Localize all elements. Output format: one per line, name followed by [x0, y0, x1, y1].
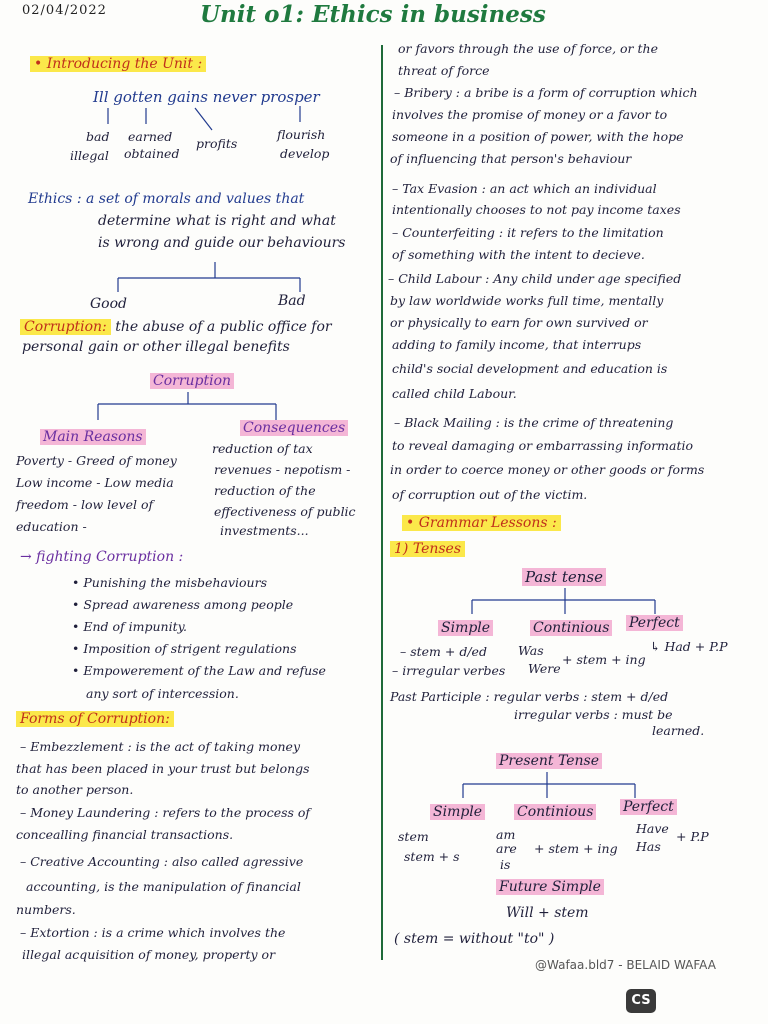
consequences-heading: Consequences — [240, 419, 348, 437]
past-participle-line-3: learned. — [652, 723, 705, 738]
has-label: Has — [636, 839, 661, 854]
word-flourish: flourish — [277, 127, 326, 142]
fighting-item-4: • Imposition of strigent regulations — [72, 641, 297, 656]
child-line-3: or physically to earn for own survived or — [390, 315, 648, 330]
camscanner-logo: CS — [626, 989, 656, 1013]
past-simple-rule-1: – stem + d/ed — [400, 644, 487, 659]
will-stem-rule: Will + stem — [506, 905, 589, 921]
child-line-4: adding to family income, that interrups — [392, 337, 642, 352]
forms-line-4: – Money Laundering : refers to the process of — [20, 805, 311, 820]
have-label: Have — [636, 821, 669, 836]
future-simple-title: Future Simple — [496, 878, 604, 896]
ethics-line-2: determine what is right and what — [98, 213, 336, 229]
corruption-center: Corruption — [150, 372, 234, 390]
forms-line-1: – Embezzlement : is the act of taking money — [20, 739, 301, 754]
stem-note: ( stem = without "to" ) — [394, 931, 555, 947]
blackmail-line-1: – Black Mailing : is the crime of threatening — [394, 415, 674, 430]
fighting-item-2: • Spread awareness among people — [72, 597, 294, 612]
present-tense-title: Present Tense — [496, 752, 602, 770]
consequences-line-2: revenues - nepotism - — [214, 462, 351, 477]
proverb: Ill gotten gains never prosper — [93, 88, 320, 106]
main-reasons-heading: Main Reasons — [40, 428, 146, 446]
reasons-line-1: Poverty - Greed of money — [16, 453, 177, 468]
date: 02/04/2022 — [22, 3, 107, 18]
word-illegal: illegal — [70, 148, 109, 163]
consequences-line-1: reduction of tax — [212, 441, 313, 456]
past-tense-title: Past tense — [522, 568, 606, 586]
past-simple-rule-2: – irregular verbes — [392, 663, 506, 678]
word-profits: profits — [196, 136, 238, 151]
present-simple-label: Simple — [430, 803, 485, 821]
blackmail-line-4: of corruption out of the victim. — [392, 487, 588, 502]
child-line-6: called child Labour. — [392, 386, 517, 401]
child-line-2: by law worldwide works full time, mentally — [390, 293, 664, 308]
child-line-5: child's social development and education is — [392, 361, 668, 376]
forms-line-3: to another person. — [16, 782, 134, 797]
bribery-line-3: someone in a position of power, with the hope — [392, 129, 684, 144]
bribery-line-4: of influencing that person's behaviour — [390, 151, 632, 166]
past-continious-rule: + stem + ing — [562, 652, 646, 667]
child-line-1: – Child Labour : Any child under age specified — [388, 271, 682, 286]
blackmail-line-3: in order to coerce money or other goods or forms — [390, 462, 705, 477]
reasons-line-2: Low income - Low media — [16, 475, 174, 490]
fighting-item-3: • End of impunity. — [72, 619, 187, 634]
column-divider — [381, 45, 383, 960]
word-earned: earned — [128, 129, 173, 144]
consequences-line-3: reduction of the — [214, 483, 316, 498]
forms-line-2: that has been placed in your trust but belongs — [16, 761, 310, 776]
tenses-heading: 1) Tenses — [390, 540, 465, 558]
present-continious-label: Continious — [514, 803, 596, 821]
tax-line-1: – Tax Evasion : an act which an individual — [392, 181, 657, 196]
present-are: are — [496, 841, 517, 856]
ethics-line-3: is wrong and guide our behaviours — [98, 235, 346, 251]
fighting-item-5: • Empowerement of the Law and refuse — [72, 663, 326, 678]
tax-line-2: intentionally chooses to not pay income taxes — [392, 202, 681, 217]
fighting-item-6: any sort of intercession. — [86, 686, 239, 701]
counterfeit-line-2: of something with the intent to decieve. — [392, 247, 645, 262]
counterfeit-line-1: – Counterfeiting : it refers to the limitation — [392, 225, 664, 240]
past-simple-label: Simple — [438, 619, 493, 637]
forms-line-9: – Extortion : is a crime which involves the — [20, 925, 286, 940]
fighting-item-1: • Punishing the misbehaviours — [72, 575, 267, 590]
reasons-line-4: education - — [16, 519, 87, 534]
present-continious-rule: + stem + ing — [534, 841, 618, 856]
bribery-line-1: – Bribery : a bribe is a form of corruption which — [394, 85, 698, 100]
consequences-line-5: investments... — [220, 523, 309, 538]
forms-line-6: – Creative Accounting : also called agressive — [20, 854, 304, 869]
forms-line-10: illegal acquisition of money, property or — [22, 947, 276, 962]
word-bad: bad — [86, 129, 110, 144]
past-participle-line-1: Past Participle : regular verbs : stem + d/ed — [390, 689, 669, 704]
forms-line-8: numbers. — [16, 902, 76, 917]
grammar-heading: • Grammar Lessons : — [402, 514, 561, 532]
was-label: Was — [518, 643, 544, 658]
present-simple-stem-s: stem + s — [404, 849, 460, 864]
forms-heading: Forms of Corruption: — [16, 710, 174, 728]
were-label: Were — [528, 661, 561, 676]
forms-line-5: concealling financial transactions. — [16, 827, 234, 842]
word-obtained: obtained — [124, 146, 180, 161]
forms-line-7: accounting, is the manipulation of financial — [26, 879, 301, 894]
present-is: is — [500, 857, 511, 872]
intro-heading: • Introducing the Unit : — [30, 55, 206, 73]
page-title: Unit o1: Ethics in business — [200, 1, 546, 28]
present-perfect-label: Perfect — [620, 798, 677, 816]
extortion-cont-1: or favors through the use of force, or the — [398, 41, 658, 56]
extortion-cont-2: threat of force — [398, 63, 490, 78]
bad-label: Bad — [278, 293, 306, 309]
past-participle-line-2: irregular verbs : must be — [514, 707, 673, 722]
ethics-line-1: Ethics : a set of morals and values that — [28, 191, 305, 207]
bribery-line-2: involves the promise of money or a favor to — [392, 107, 668, 122]
consequences-line-4: effectiveness of public — [214, 504, 356, 519]
blackmail-line-2: to reveal damaging or embarrassing informatio — [392, 438, 694, 453]
corruption-definition-2: personal gain or other illegal benefits — [22, 339, 290, 355]
present-perfect-rule: + P.P — [676, 829, 709, 844]
watermark-credit: @Wafaa.bld7 - BELAID WAFAA — [535, 958, 716, 972]
present-am: am — [496, 827, 516, 842]
fighting-heading: → fighting Corruption : — [20, 549, 184, 565]
good-label: Good — [90, 296, 128, 312]
past-continious-label: Continious — [530, 619, 612, 637]
past-perfect-rule: ↳ Had + P.P — [650, 639, 728, 654]
present-simple-stem: stem — [398, 829, 429, 844]
past-perfect-label: Perfect — [626, 614, 683, 632]
word-develop: develop — [280, 146, 330, 161]
reasons-line-3: freedom - low level of — [16, 497, 154, 512]
corruption-definition-1: Corruption: the abuse of a public office for — [20, 318, 332, 336]
